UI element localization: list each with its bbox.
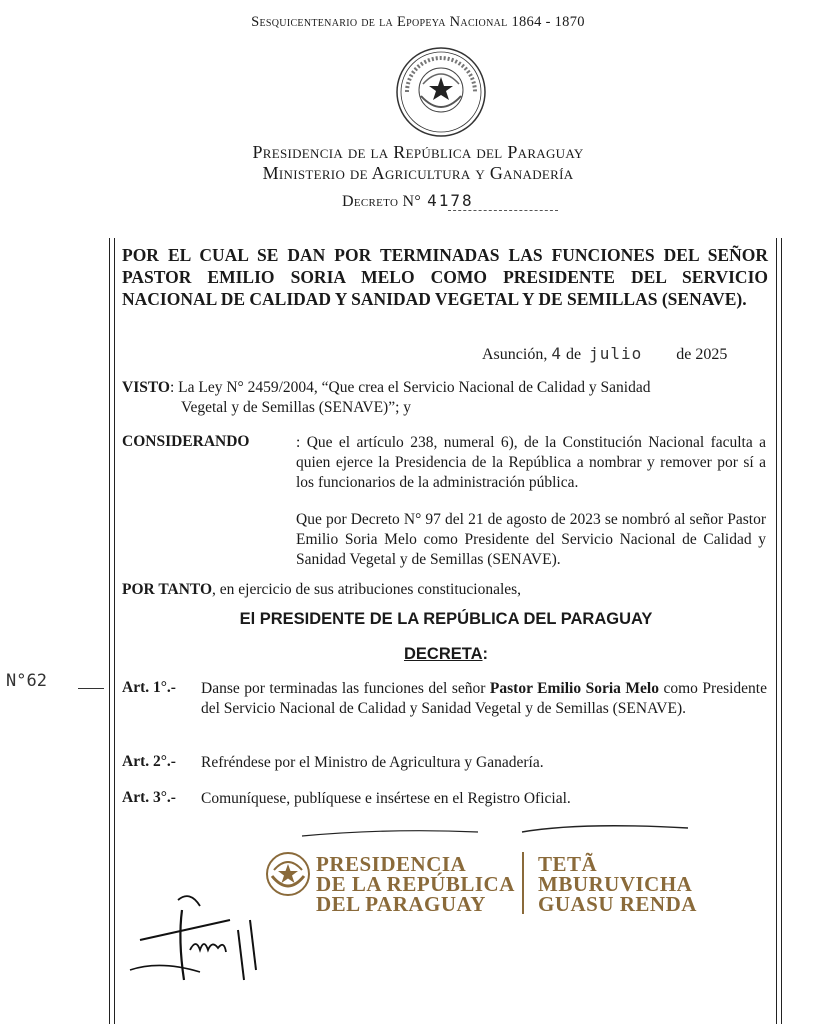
decree-number-line	[342, 191, 474, 211]
article-3-label: Art. 3°.-	[122, 789, 176, 806]
article-1-label: Art. 1°.-	[122, 679, 176, 696]
decreta-heading	[116, 645, 776, 664]
visto-label: VISTO	[122, 379, 170, 396]
presidency-title: Presidencia de la República del Paraguay	[252, 142, 584, 162]
decree-subject: POR EL CUAL SE DAN POR TERMINADAS LAS FUNCIONES DEL SEÑOR PASTOR EMILIO SORIA MELO COMO PRESIDENTE DEL SERVICIO NACIONAL DE CALIDAD Y SANIDAD VEGETAL Y DE SEMILLAS (SENAVE).	[122, 245, 768, 309]
presidency-logo-text	[316, 854, 515, 914]
decree-label: Decreto N°	[342, 193, 422, 210]
date-month: julio	[589, 344, 643, 363]
left-border-line	[114, 238, 115, 1024]
considerando-label: CONSIDERANDO	[122, 433, 250, 450]
margin-handwritten-note: N°62	[6, 671, 47, 691]
logo-left-line: DE LA REPÚBLICA	[316, 872, 515, 896]
article-2-text: Refréndese por el Ministro de Agricultura y Ganadería.	[201, 754, 544, 771]
date-year: de 2025	[676, 346, 728, 363]
logo-left-line: DEL PARAGUAY	[316, 892, 486, 916]
decreta-colon: :	[482, 645, 489, 663]
date-line	[482, 344, 772, 365]
ministry-title: Ministerio de Agricultura y Ganadería	[262, 163, 574, 183]
por-tanto-label: POR TANTO	[122, 581, 213, 598]
article-3-text: Comuníquese, publíquese e insértese en el Registro Oficial.	[201, 790, 571, 807]
right-border-line	[781, 238, 782, 1024]
president-heading: El PRESIDENTE DE LA REPÚBLICA DEL PARAGUAY	[239, 610, 653, 628]
logo-left-line: PRESIDENCIA	[316, 852, 467, 876]
logo-right-line: GUASU RENDA	[538, 892, 697, 916]
article-1-text-a: Danse por terminadas las funciones del señor	[201, 680, 490, 697]
date-de: de	[565, 346, 582, 363]
signature-stroke	[520, 820, 690, 840]
decreta-word: DECRETA	[403, 645, 483, 663]
por-tanto-text: , en ejercicio de sus atribuciones constitucionales,	[212, 581, 522, 598]
handwritten-signature	[120, 880, 280, 990]
logo-right-line: TETÃ	[538, 852, 598, 876]
margin-note-underline	[78, 688, 104, 689]
article-1-name: Pastor Emilio Soria Melo	[489, 680, 659, 697]
right-border-line	[776, 238, 777, 1024]
date-city: Asunción,	[482, 346, 548, 363]
considerando-paragraph: Que por Decreto N° 97 del 21 de agosto de 2023 se nombró al señor Pastor Emilio Soria Melo como Presidente del Servicio Nacional de Calidad y Sanidad Vegetal y de Semillas (SENAVE).	[296, 511, 766, 568]
left-border-line	[109, 238, 110, 1024]
article-2-label: Art. 2°.-	[122, 753, 176, 770]
por-tanto-section	[122, 580, 762, 600]
visto-text: : La Ley N° 2459/2004, “Que crea el Servicio Nacional de Calidad y Sanidad	[169, 379, 651, 396]
visto-text-continued: Vegetal y de Semillas (SENAVE)”; y	[181, 399, 412, 416]
guarani-logo-text	[538, 854, 697, 914]
commemoration-title: Sesquicentenario de la Epopeya Nacional 1864 - 1870	[251, 14, 585, 30]
decree-underline	[448, 210, 558, 211]
article-1-text	[201, 679, 767, 719]
considerando-paragraph: : Que el artículo 238, numeral 6), de la Constitución Nacional faculta a quien ejerce la Presidencia de la República a nombrar y remover por sí a los funcionarios de la administración pública.	[296, 434, 766, 491]
national-seal-icon	[393, 44, 489, 140]
logo-divider	[522, 852, 524, 914]
visto-section	[122, 378, 770, 398]
decree-number: 4178	[427, 191, 474, 210]
signature-stroke	[300, 826, 480, 840]
logo-right-line: MBURUVICHA	[538, 872, 693, 896]
date-day: 4	[551, 344, 562, 363]
article-1-text-b: como Presidente del Servicio Nacional de Calidad y Sanidad Vegetal y de Semillas (SENAVE).	[201, 680, 767, 717]
